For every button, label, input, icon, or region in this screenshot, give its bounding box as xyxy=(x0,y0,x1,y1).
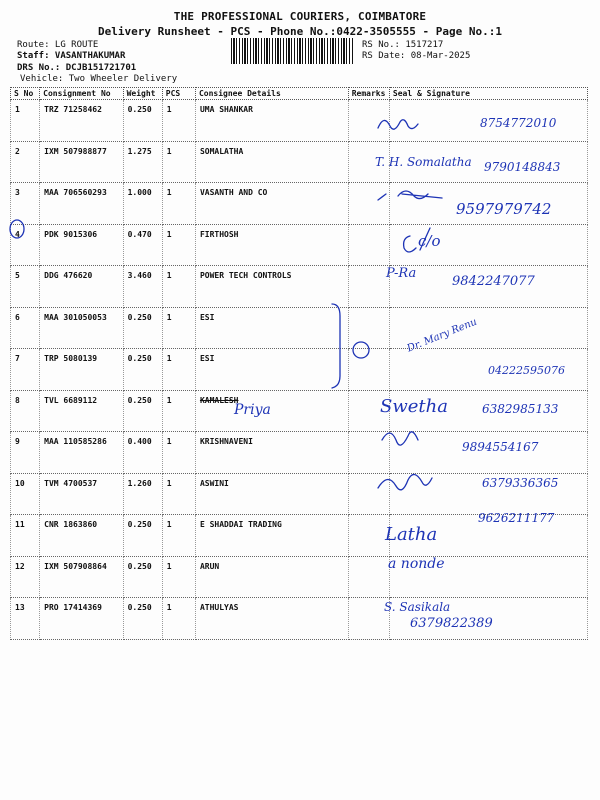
row-consignee: KRISHNAVENI xyxy=(195,432,348,474)
row-consignment: PRO 17414369 xyxy=(40,598,123,640)
row-weight: 0.470 xyxy=(123,224,162,266)
handwritten-phone-row2: 9790148843 xyxy=(484,160,561,174)
row-consignee: ARUN xyxy=(195,556,348,598)
row-consignee: UMA SHANKAR xyxy=(195,100,348,142)
row-remarks xyxy=(348,266,389,308)
table-row xyxy=(11,598,588,640)
row-pcs: 1 xyxy=(162,307,195,349)
table-row xyxy=(11,307,588,349)
row-consignment: DDG 476620 xyxy=(40,266,123,308)
col-weight: Weight xyxy=(123,88,162,100)
row-consignment: IXM 507908864 xyxy=(40,556,123,598)
row-pcs: 1 xyxy=(162,432,195,474)
row-consignment: TRP 5080139 xyxy=(40,349,123,391)
row-pcs: 1 xyxy=(162,473,195,515)
row-weight: 0.250 xyxy=(123,515,162,557)
table-row xyxy=(11,224,588,266)
row-weight: 0.250 xyxy=(123,349,162,391)
row-weight: 0.250 xyxy=(123,100,162,142)
col-signature: Seal & Signature xyxy=(389,88,587,100)
row-weight: 0.250 xyxy=(123,598,162,640)
row-consignee: POWER TECH CONTROLS xyxy=(195,266,348,308)
row-pcs: 1 xyxy=(162,349,195,391)
row-sno: 8 xyxy=(11,390,40,432)
row-pcs: 1 xyxy=(162,100,195,142)
row-sno: 9 xyxy=(11,432,40,474)
handwritten-name-row8: Priya xyxy=(234,402,271,418)
handwritten-sign-row12: a nonde xyxy=(388,556,445,572)
row-weight: 0.400 xyxy=(123,432,162,474)
row-pcs: 1 xyxy=(162,598,195,640)
row-sno: 4 xyxy=(11,224,40,266)
row-consignment: TRZ 71258462 xyxy=(40,100,123,142)
row-pcs: 1 xyxy=(162,266,195,308)
row-remarks xyxy=(348,224,389,266)
staff-label: Staff: VASANTHAKUMAR xyxy=(17,51,126,61)
row-sno: 10 xyxy=(11,473,40,515)
handwritten-phone-row8: 6382985133 xyxy=(482,402,559,416)
row-sno: 13 xyxy=(11,598,40,640)
row-weight: 0.250 xyxy=(123,556,162,598)
col-remarks: Remarks xyxy=(348,88,389,100)
row-consignee: FIRTHOSH xyxy=(195,224,348,266)
row-remarks xyxy=(348,556,389,598)
row-sno: 7 xyxy=(11,349,40,391)
col-pcs: PCS xyxy=(162,88,195,100)
row-consignee: ESI xyxy=(195,307,348,349)
handwritten-name-row6: Dr. Mary Renu xyxy=(405,316,479,355)
row-consignment: PDK 9015306 xyxy=(40,224,123,266)
row-pcs: 1 xyxy=(162,515,195,557)
row-remarks xyxy=(348,515,389,557)
row-consignment: TVM 4700537 xyxy=(40,473,123,515)
row-consignee: ATHULYAS xyxy=(195,598,348,640)
row-pcs: 1 xyxy=(162,224,195,266)
handwritten-phone-row11: 9626211177 xyxy=(478,511,555,525)
row-remarks xyxy=(348,432,389,474)
handwritten-phone-row3: 9597979742 xyxy=(456,200,552,218)
route-label: Route: LG ROUTE xyxy=(17,40,99,50)
row-consignment: CNR 1863860 xyxy=(40,515,123,557)
handwritten-name-row13: S. Sasikala xyxy=(384,600,451,614)
row-consignment: TVL 6689112 xyxy=(40,390,123,432)
handwritten-phone-row7: 04222595076 xyxy=(488,364,565,377)
row-consignment: MAA 301050053 xyxy=(40,307,123,349)
row-pcs: 1 xyxy=(162,183,195,225)
row-consignee: ESI xyxy=(195,349,348,391)
row-sno: 12 xyxy=(11,556,40,598)
row-pcs: 1 xyxy=(162,141,195,183)
row-weight: 1.275 xyxy=(123,141,162,183)
row-weight: 0.250 xyxy=(123,390,162,432)
handwritten-sign-row8: Swetha xyxy=(380,396,448,417)
row-weight: 1.000 xyxy=(123,183,162,225)
row-sno: 11 xyxy=(11,515,40,557)
row-consignee: E SHADDAI TRADING xyxy=(195,515,348,557)
row-remarks xyxy=(348,473,389,515)
row-consignment: MAA 110585286 xyxy=(40,432,123,474)
handwritten-phone-row1: 8754772010 xyxy=(480,116,557,130)
row-sno: 6 xyxy=(11,307,40,349)
row-remarks xyxy=(348,349,389,391)
row-sno: 5 xyxy=(11,266,40,308)
row-remarks xyxy=(348,183,389,225)
company-name: THE PROFESSIONAL COURIERS, COIMBATORE xyxy=(173,10,427,23)
row-weight: 1.260 xyxy=(123,473,162,515)
row-sno: 3 xyxy=(11,183,40,225)
row-remarks xyxy=(348,307,389,349)
row-consignee: KAMALESH xyxy=(195,390,348,432)
rs-date: RS Date: 08-Mar-2025 xyxy=(362,51,471,61)
row-sno: 2 xyxy=(11,141,40,183)
row-consignee: SOMALATHA xyxy=(195,141,348,183)
handwritten-phone-row13: 6379822389 xyxy=(410,616,493,631)
table-header-row xyxy=(11,88,588,100)
handwritten-name-row2: T. H. Somalatha xyxy=(375,155,472,169)
handwritten-phone-row10: 6379336365 xyxy=(482,476,559,490)
row-consignment: IXM 507988877 xyxy=(40,141,123,183)
drs-label: DRS No.: DCJB151721701 xyxy=(17,63,137,73)
row-sno: 1 xyxy=(11,100,40,142)
row-consignee: ASWINI xyxy=(195,473,348,515)
col-consignee: Consignee Details xyxy=(195,88,348,100)
row-consignee: VASANTH AND CO xyxy=(195,183,348,225)
vehicle-label: Vehicle: Two Wheeler Delivery xyxy=(20,74,178,84)
handwritten-phone-row5: 9842247077 xyxy=(452,274,535,289)
barcode xyxy=(231,38,353,64)
col-consignment: Consignment No xyxy=(40,88,123,100)
handwritten-phone-row9: 9894554167 xyxy=(462,440,539,454)
row-pcs: 1 xyxy=(162,390,195,432)
row-weight: 3.460 xyxy=(123,266,162,308)
table-row xyxy=(11,556,588,598)
row-pcs: 1 xyxy=(162,556,195,598)
sheet-title: Delivery Runsheet - PCS - Phone No.:0422-3505555 - Page No.:1 xyxy=(98,25,502,38)
row-weight: 0.250 xyxy=(123,307,162,349)
rs-number: RS No.: 1517217 xyxy=(362,40,444,50)
col-sno: S No xyxy=(11,88,40,100)
row-remarks xyxy=(348,100,389,142)
row-consignment: MAA 706560293 xyxy=(40,183,123,225)
handwritten-sign-row11: Latha xyxy=(385,524,438,545)
handwritten-note-row4: c/o xyxy=(418,232,441,250)
handwritten-sign-row5: P-Ra xyxy=(386,266,417,281)
